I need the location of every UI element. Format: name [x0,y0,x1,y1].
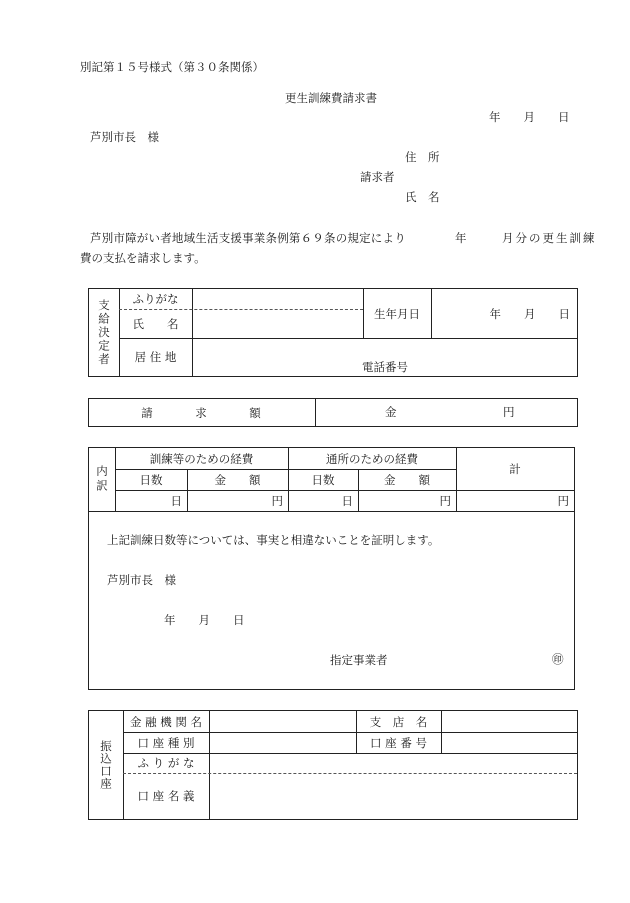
training-days-unit: 日 [170,493,182,508]
request-date: 年 月 日 [489,110,570,124]
training-days-header: 日数 [139,472,163,487]
breakdown-side-cell [89,448,115,511]
body-year-unit: 年 [455,231,467,245]
phone-label: 電話番号 [362,360,408,374]
branch-name-label: 支 店 名 [369,714,428,729]
residence-label: 居 住 地 [134,350,177,364]
breakdown-table [88,447,575,690]
addressee: 芦別市長 様 [90,130,159,144]
grid-line [209,711,210,819]
claimant-label: 請求者 [360,170,395,184]
bank-side-cell [89,711,123,819]
amount-table [88,398,578,427]
applicant-side-cell [89,289,119,376]
grid-line [315,399,316,426]
training-amount-header: 金 額 [214,472,261,487]
account-number-label: 口 座 番 号 [370,735,427,750]
bank-name-label: 金 融 機 関 名 [129,714,203,729]
applicant-table [88,288,578,377]
grid-line [192,289,193,376]
name-label: 氏 名 [132,316,179,331]
furigana-label: ふりがな [132,292,179,306]
grid-line [89,511,574,512]
training-amount-unit: 円 [271,493,283,508]
document-title: 更生訓練費請求書 [285,91,377,105]
bank-side-label: 振込口座 [99,740,113,790]
requested-amount-label: 請 求 額 [141,405,263,420]
total-header: 計 [509,462,521,476]
claimant-address-label: 住 所 [405,150,440,164]
applicant-side-label: 支給決定者 [97,298,111,367]
commute-days-unit: 日 [341,493,353,508]
body-month-suffix: 月分の更生訓練 [502,231,597,245]
account-type-label: 口 座 種 別 [137,735,195,750]
birthdate-units: 年 月 日 [489,306,570,321]
account-holder-label: 口 座 名 義 [137,789,195,803]
amount-suffix: 円 [503,405,515,419]
birthdate-label: 生年月日 [374,306,420,321]
certification-statement: 上記訓練日数等については、事実と相違ないことを証明します。 [107,533,440,547]
commute-amount-header: 金 額 [384,472,430,487]
bank-account-table [88,710,578,820]
claimant-name-label: 氏 名 [405,190,440,204]
form-number: 別記第１５号様式（第３０条関係） [80,60,264,74]
breakdown-side-label: 内訳 [95,465,109,494]
commute-days-header: 日数 [311,472,335,487]
account-furigana-label: ふ り が な [137,756,195,770]
certification-date: 年 月 日 [164,613,245,627]
commute-amount-unit: 円 [439,493,451,508]
training-expense-header: 訓練等のための経費 [149,451,254,466]
provider-label: 指定事業者 [330,653,388,667]
commute-expense-header: 通所のための経費 [326,451,418,466]
certification-addressee: 芦別市長 様 [107,573,176,587]
seal-icon: ㊞ [552,652,564,666]
body-text-line1: 芦別市障がい者地域生活支援事業条例第６９条の規定により [90,231,406,245]
amount-prefix: 金 [385,405,397,419]
total-amount-unit: 円 [557,493,569,508]
body-text-line2: 費の支払を請求します。 [80,251,206,265]
